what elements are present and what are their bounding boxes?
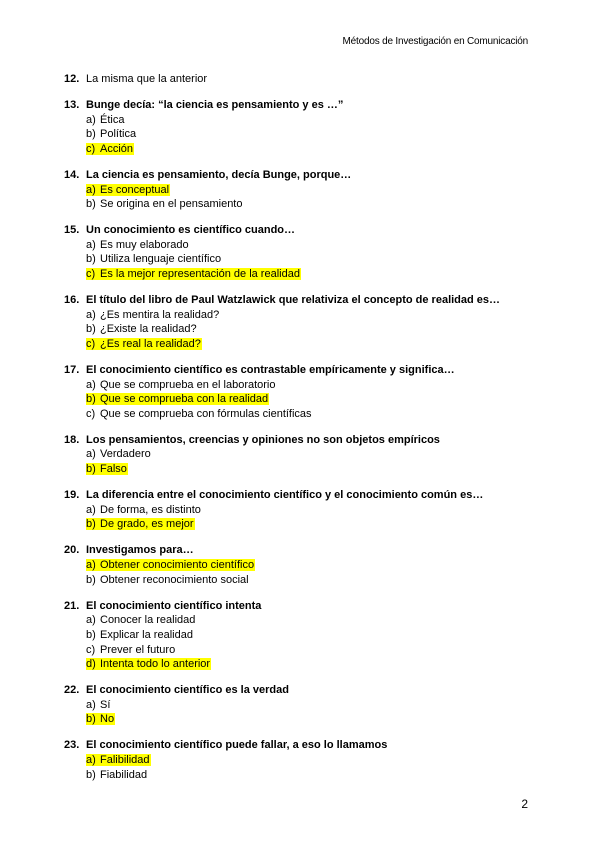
question-item	[64, 293, 534, 351]
question-number: 14.	[64, 168, 80, 181]
option-text: Sí	[100, 698, 111, 711]
option-letter: a)	[86, 238, 96, 251]
question-text: Investigamos para…	[86, 544, 194, 557]
answer-option	[64, 573, 534, 588]
option-text: ¿Existe la realidad?	[100, 323, 197, 336]
option-letter: b)	[86, 253, 96, 266]
answer-option-correct	[64, 183, 534, 198]
question-line	[64, 363, 534, 378]
answer-highlight	[86, 268, 301, 280]
answer-option	[64, 447, 534, 462]
option-text: De grado, es mejor	[100, 518, 194, 531]
option-letter: a)	[86, 754, 96, 767]
option-text: No	[100, 713, 115, 726]
question-item	[64, 543, 534, 587]
answer-option-correct	[64, 462, 534, 477]
question-line	[64, 543, 534, 558]
question-text: El conocimiento científico puede fallar, a eso lo llamamos	[86, 739, 388, 752]
answer-option	[64, 322, 534, 337]
option-letter: b)	[86, 628, 96, 641]
question-line	[64, 293, 534, 308]
answer-highlight	[86, 713, 115, 725]
question-text: El conocimiento científico intenta	[86, 599, 262, 612]
option-letter: a)	[86, 559, 96, 572]
option-text: Es muy elaborado	[100, 238, 189, 251]
option-text: Conocer la realidad	[100, 614, 196, 627]
option-text: Se origina en el pensamiento	[100, 198, 243, 211]
option-letter: b)	[86, 518, 96, 531]
answer-option-correct	[64, 753, 534, 768]
answer-highlight	[86, 658, 211, 670]
option-letter: b)	[86, 393, 96, 406]
question-line	[64, 72, 534, 87]
answer-option	[64, 127, 534, 142]
option-letter: c)	[86, 337, 96, 350]
option-text: Que se comprueba en el laboratorio	[100, 378, 276, 391]
option-text: Es conceptual	[100, 183, 170, 196]
option-text: Falso	[100, 463, 127, 476]
question-number: 19.	[64, 489, 80, 502]
option-letter: a)	[86, 183, 96, 196]
option-text: Política	[100, 128, 137, 141]
option-letter: a)	[86, 698, 96, 711]
question-line	[64, 168, 534, 183]
option-letter: c)	[86, 643, 96, 656]
answer-highlight	[86, 184, 170, 196]
question-item	[64, 223, 534, 281]
option-letter: c)	[86, 142, 96, 155]
option-letter: d)	[86, 658, 96, 671]
option-letter: a)	[86, 614, 96, 627]
question-number: 17.	[64, 364, 80, 376]
answer-option-correct	[64, 558, 534, 573]
question-text: El conocimiento científico es contrastable empíricamente y significa…	[86, 364, 455, 376]
answer-option	[64, 768, 534, 783]
option-text: Es la mejor representación de la realidad	[100, 268, 300, 281]
question-number: 18.	[64, 433, 80, 446]
question-line	[64, 488, 534, 503]
answer-option	[64, 308, 534, 323]
answer-option	[64, 407, 534, 422]
option-text: Que se comprueba con la realidad	[100, 393, 269, 406]
question-item	[64, 168, 534, 212]
answer-option	[64, 698, 534, 713]
option-text: Utiliza lenguaje científico	[100, 253, 222, 266]
answer-highlight	[86, 338, 202, 350]
answer-highlight	[86, 143, 134, 155]
question-number: 20.	[64, 544, 80, 557]
question-text: El conocimiento científico es la verdad	[86, 684, 289, 697]
option-letter: b)	[86, 573, 96, 586]
answer-option	[64, 238, 534, 253]
answer-option-correct	[64, 142, 534, 157]
answer-highlight	[86, 393, 269, 405]
option-text: De forma, es distinto	[100, 503, 201, 516]
question-line	[64, 98, 534, 113]
question-text: Los pensamientos, creencias y opiniones no son objetos empíricos	[86, 433, 440, 446]
option-text: Verdadero	[100, 448, 151, 461]
question-item	[64, 98, 534, 156]
answer-option-correct	[64, 392, 534, 407]
page-header: Métodos de Investigación en Comunicación	[342, 36, 528, 47]
answer-option	[64, 197, 534, 212]
option-text: ¿Es mentira la realidad?	[100, 308, 220, 321]
answer-option-correct	[64, 267, 534, 282]
answer-highlight	[86, 559, 255, 571]
answer-option	[64, 503, 534, 518]
option-text: Ética	[100, 113, 125, 126]
question-item	[64, 433, 534, 477]
answer-highlight	[86, 754, 151, 766]
answer-highlight	[86, 463, 128, 475]
option-letter: a)	[86, 308, 96, 321]
option-letter: b)	[86, 128, 96, 141]
option-text: Que se comprueba con fórmulas científicas	[100, 407, 312, 420]
answer-option	[64, 643, 534, 658]
question-item	[64, 599, 534, 672]
question-text: La ciencia es pensamiento, decía Bunge, porque…	[86, 168, 352, 181]
answer-option-correct	[64, 337, 534, 352]
question-line	[64, 683, 534, 698]
page-number: 2	[521, 797, 528, 811]
answer-option	[64, 628, 534, 643]
question-text: El título del libro de Paul Watzlawick que relativiza el concepto de realidad es…	[86, 294, 501, 307]
answer-highlight	[86, 518, 195, 530]
question-text: La misma que la anterior	[86, 73, 208, 85]
option-letter: b)	[86, 768, 96, 781]
option-letter: a)	[86, 378, 96, 391]
answer-option-correct	[64, 712, 534, 727]
answer-option-correct	[64, 517, 534, 532]
question-number: 12.	[64, 73, 80, 85]
question-number: 16.	[64, 294, 80, 307]
question-text: Un conocimiento es científico cuando…	[86, 224, 296, 237]
option-text: Acción	[100, 142, 134, 155]
question-number: 15.	[64, 224, 80, 237]
question-text: Bunge decía: “la ciencia es pensamiento y es …”	[86, 99, 344, 112]
question-text: La diferencia entre el conocimiento científico y el conocimiento común es…	[86, 489, 484, 502]
question-number: 13.	[64, 99, 80, 112]
question-item	[64, 683, 534, 727]
question-list	[64, 72, 534, 794]
question-number: 21.	[64, 599, 80, 612]
question-item	[64, 72, 534, 87]
question-item	[64, 738, 534, 782]
question-line	[64, 433, 534, 448]
answer-option	[64, 378, 534, 393]
option-text: Obtener reconocimiento social	[100, 573, 249, 586]
option-letter: b)	[86, 323, 96, 336]
question-item	[64, 363, 534, 421]
option-text: ¿Es real la realidad?	[100, 337, 201, 350]
answer-option	[64, 613, 534, 628]
option-letter: a)	[86, 113, 96, 126]
option-letter: b)	[86, 463, 96, 476]
option-text: Falibilidad	[100, 754, 150, 767]
answer-option-correct	[64, 657, 534, 672]
question-line	[64, 223, 534, 238]
option-text: Explicar la realidad	[100, 628, 193, 641]
option-text: Prever el futuro	[100, 643, 176, 656]
answer-option	[64, 252, 534, 267]
option-letter: c)	[86, 407, 96, 420]
answer-option	[64, 113, 534, 128]
option-letter: b)	[86, 713, 96, 726]
question-item	[64, 488, 534, 532]
option-text: Intenta todo lo anterior	[100, 658, 211, 671]
option-letter: a)	[86, 448, 96, 461]
option-text: Fiabilidad	[100, 768, 148, 781]
question-number: 23.	[64, 739, 80, 752]
option-letter: a)	[86, 503, 96, 516]
question-line	[64, 738, 534, 753]
question-number: 22.	[64, 684, 80, 697]
question-line	[64, 599, 534, 614]
option-letter: b)	[86, 198, 96, 211]
option-letter: c)	[86, 268, 96, 281]
option-text: Obtener conocimiento científico	[100, 559, 255, 572]
